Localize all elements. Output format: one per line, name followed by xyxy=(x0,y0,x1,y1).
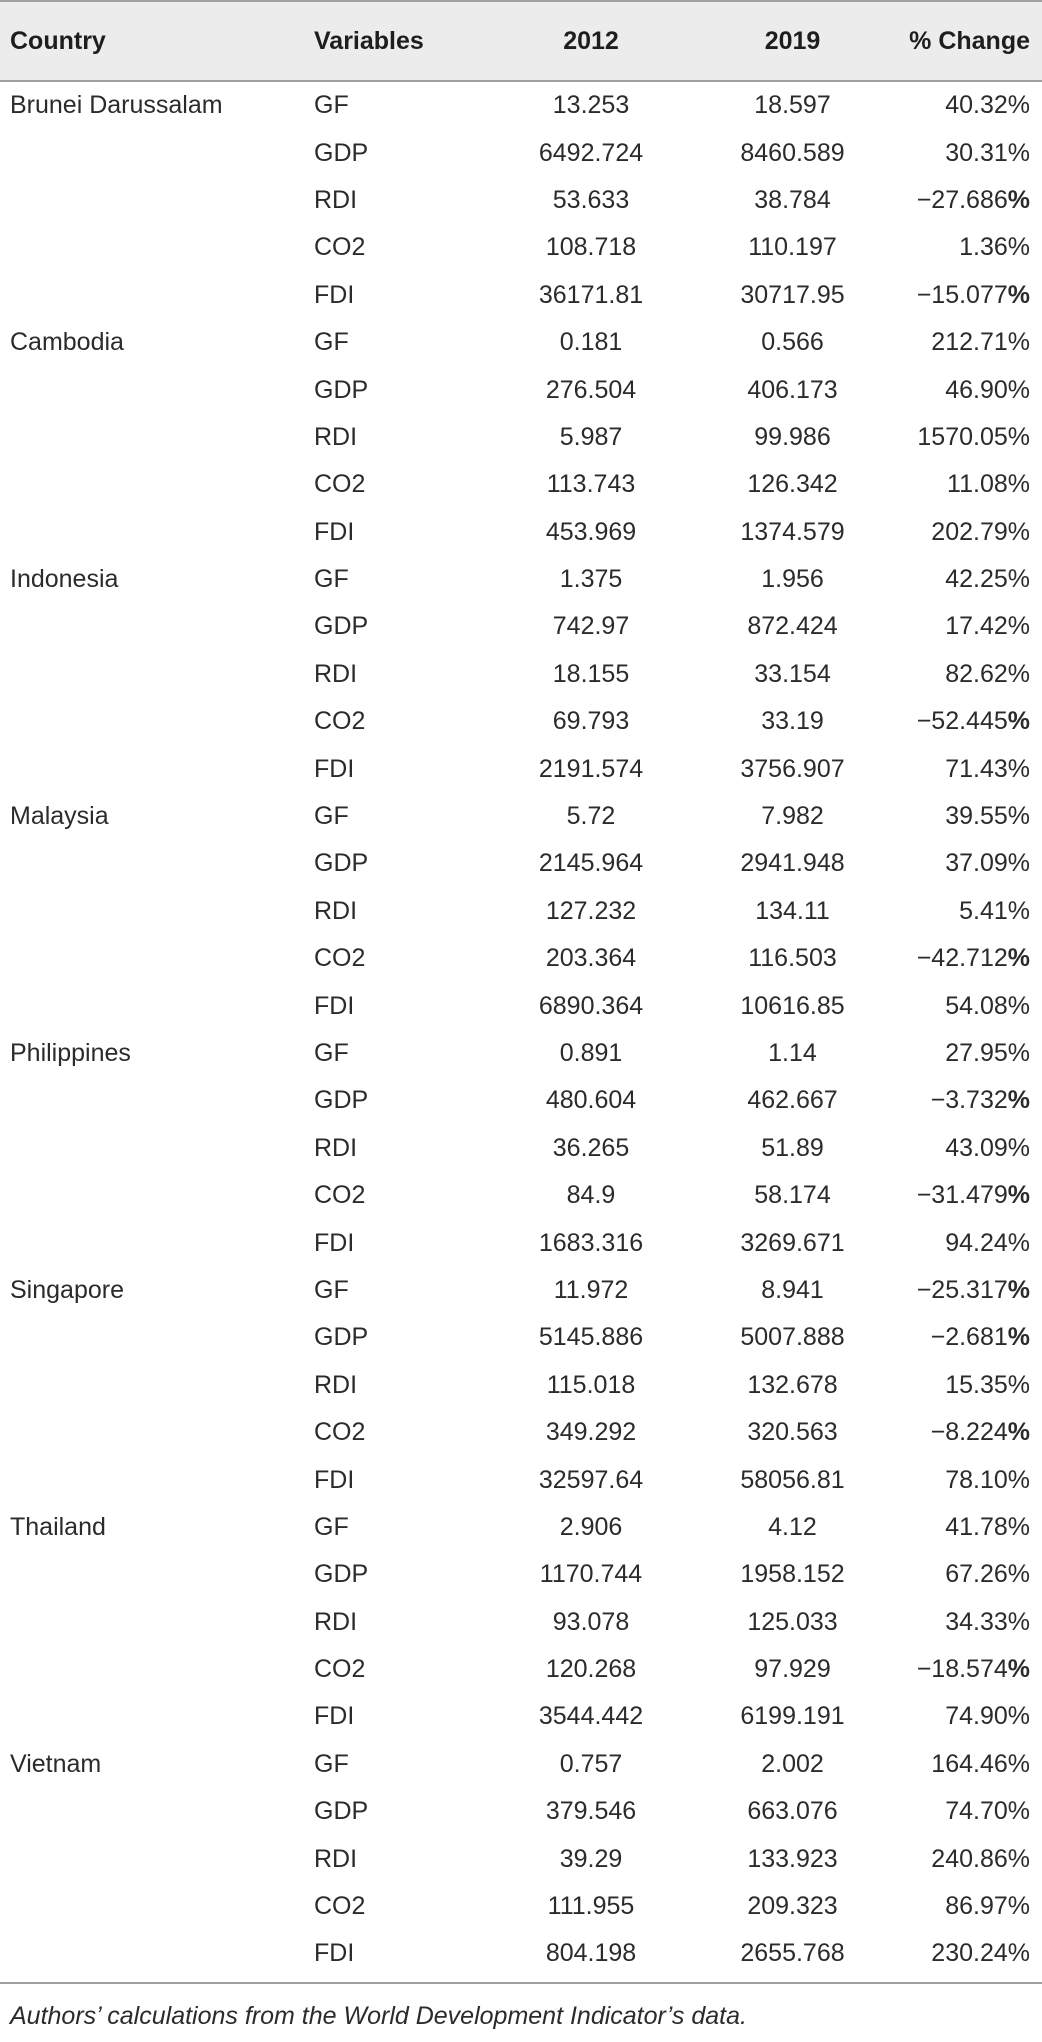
percent-sign: % xyxy=(1007,328,1030,357)
percent-sign: % xyxy=(1007,1892,1030,1921)
percent-change-value: 202.79 xyxy=(931,517,1008,546)
value-2019-cell: 110.197 xyxy=(748,233,837,262)
value-2019-cell: 99.986 xyxy=(754,422,831,451)
table-row xyxy=(0,1172,1042,1219)
country-cell: Thailand xyxy=(10,1512,106,1541)
table-body xyxy=(0,82,1042,1978)
percent-change-cell xyxy=(889,423,1042,452)
table-row xyxy=(0,366,1042,413)
value-2019-cell: 33.154 xyxy=(754,659,831,688)
percent-change-value: 5.41 xyxy=(959,896,1008,925)
value-2012-cell: 742.97 xyxy=(552,612,630,641)
percent-change-cell xyxy=(889,1797,1042,1826)
percent-change-value: −27.686 xyxy=(916,185,1008,214)
value-2012-cell: 276.504 xyxy=(545,375,637,404)
value-2019-cell: 4.12 xyxy=(768,1512,817,1541)
percent-sign: % xyxy=(1007,1323,1030,1352)
percent-sign: % xyxy=(1007,944,1030,973)
percent-change-value: −2.681 xyxy=(930,1323,1008,1352)
percent-change-cell xyxy=(889,376,1042,405)
percent-change-cell xyxy=(889,944,1042,973)
table-row xyxy=(0,509,1042,556)
percent-sign: % xyxy=(1007,233,1030,262)
table-row xyxy=(0,1835,1042,1882)
value-2019-cell: 406.173 xyxy=(747,375,838,404)
percent-sign: % xyxy=(1007,1939,1030,1968)
value-2012-cell: 1.375 xyxy=(559,565,623,594)
value-2012-cell: 32597.64 xyxy=(538,1465,644,1494)
percent-change-value: 78.10 xyxy=(945,1465,1008,1494)
variable-cell: FDI xyxy=(314,991,355,1020)
value-2019-cell: 2655.768 xyxy=(740,1939,845,1968)
percent-sign: % xyxy=(1007,1797,1030,1826)
percent-sign: % xyxy=(1007,991,1030,1020)
value-2019-cell: 1958.152 xyxy=(740,1560,845,1589)
value-2012-cell: 11.972 xyxy=(553,1275,629,1304)
variable-cell: GF xyxy=(314,802,349,831)
percent-sign: % xyxy=(1007,1370,1030,1399)
value-2012-cell: 1683.316 xyxy=(538,1228,644,1257)
percent-change-cell xyxy=(889,1750,1042,1779)
percent-change-cell xyxy=(889,1181,1042,1210)
percent-change-cell xyxy=(889,1702,1042,1731)
percent-change-cell xyxy=(889,470,1042,499)
value-2019-cell: 7.982 xyxy=(761,802,824,831)
percent-sign: % xyxy=(1007,754,1030,783)
value-2019-cell: 116.503 xyxy=(748,944,837,973)
value-2012-cell: 379.546 xyxy=(545,1797,637,1826)
variable-cell: GF xyxy=(314,565,349,594)
variable-cell: GF xyxy=(314,328,349,357)
percent-change-cell xyxy=(889,992,1042,1021)
percent-sign: % xyxy=(1007,422,1030,451)
percent-change-value: 46.90 xyxy=(945,375,1008,404)
value-2019-cell: 663.076 xyxy=(747,1797,838,1826)
percent-change-cell xyxy=(889,139,1042,168)
percent-change-value: −18.574 xyxy=(916,1655,1008,1684)
variable-cell: RDI xyxy=(314,896,358,925)
percent-sign: % xyxy=(1007,1039,1030,1067)
value-2012-cell: 115.018 xyxy=(546,1370,636,1399)
percent-sign: % xyxy=(1007,896,1030,925)
value-2012-cell: 453.969 xyxy=(545,517,637,546)
value-2012-cell: 36171.81 xyxy=(538,280,644,309)
variable-cell: CO2 xyxy=(314,233,366,262)
value-2019-cell: 209.323 xyxy=(747,1892,838,1921)
percent-sign: % xyxy=(1007,91,1030,120)
value-2012-cell: 84.9 xyxy=(566,1181,616,1210)
table-row xyxy=(0,319,1042,366)
variable-cell: GDP xyxy=(314,1560,369,1589)
percent-sign: % xyxy=(1007,612,1030,641)
table-row xyxy=(0,1077,1042,1124)
table-row xyxy=(0,935,1042,982)
percent-sign: % xyxy=(1007,565,1030,594)
table-row xyxy=(0,603,1042,650)
percent-sign: % xyxy=(1007,185,1030,214)
value-2012-cell: 0.181 xyxy=(559,328,623,357)
table-row xyxy=(0,1267,1042,1314)
value-2012-cell: 6492.724 xyxy=(538,138,644,167)
percent-change-cell xyxy=(889,91,1042,120)
value-2019-cell: 1.956 xyxy=(761,565,824,594)
value-2019-cell: 320.563 xyxy=(747,1418,838,1447)
variable-cell: RDI xyxy=(314,1370,358,1399)
percent-change-value: 40.32 xyxy=(945,91,1008,120)
percent-change-cell xyxy=(889,1276,1042,1305)
variable-cell: GF xyxy=(314,1039,349,1067)
percent-change-value: 230.24 xyxy=(931,1939,1008,1968)
variable-cell: CO2 xyxy=(314,1181,366,1210)
value-2012-cell: 2145.964 xyxy=(538,849,644,878)
percent-change-cell xyxy=(889,565,1042,594)
percent-sign: % xyxy=(1007,802,1030,831)
variable-cell: FDI xyxy=(314,517,355,546)
value-2012-cell: 108.718 xyxy=(545,233,637,262)
value-2012-cell: 2.906 xyxy=(559,1512,623,1541)
percent-change-value: −15.077 xyxy=(916,280,1008,309)
value-2019-cell: 8.941 xyxy=(761,1275,824,1304)
percent-change-value: 42.25 xyxy=(945,565,1008,594)
percent-change-value: 71.43 xyxy=(945,754,1008,783)
table-row xyxy=(0,177,1042,224)
percent-sign: % xyxy=(1007,375,1030,404)
percent-change-cell xyxy=(889,755,1042,784)
percent-sign: % xyxy=(1007,1275,1030,1304)
variable-cell: FDI xyxy=(314,754,355,783)
value-2012-cell: 5.987 xyxy=(559,422,623,451)
header-percent-change: % Change xyxy=(909,26,1030,55)
table-row xyxy=(0,556,1042,603)
percent-change-value: 240.86 xyxy=(931,1844,1008,1873)
value-2012-cell: 113.743 xyxy=(546,470,636,499)
percent-sign: % xyxy=(1007,1418,1030,1447)
percent-change-cell xyxy=(889,518,1042,547)
table-row xyxy=(0,1599,1042,1646)
percent-change-cell xyxy=(889,328,1042,357)
value-2019-cell: 51.89 xyxy=(761,1133,824,1162)
percent-sign: % xyxy=(1007,1749,1030,1778)
table-row xyxy=(0,1125,1042,1172)
value-2012-cell: 203.364 xyxy=(545,944,637,973)
value-2019-cell: 1.14 xyxy=(768,1039,817,1067)
table-bottom-rule xyxy=(0,1982,1042,1984)
percent-change-cell xyxy=(889,1892,1042,1921)
percent-sign: % xyxy=(1007,849,1030,878)
percent-sign: % xyxy=(1007,1560,1030,1589)
percent-sign: % xyxy=(1007,1702,1030,1731)
percent-sign: % xyxy=(1007,1181,1030,1210)
value-2012-cell: 5.72 xyxy=(566,802,616,831)
variable-cell: FDI xyxy=(314,1228,355,1257)
table-row xyxy=(0,1646,1042,1693)
percent-change-cell xyxy=(889,707,1042,736)
percent-change-value: 30.31 xyxy=(945,138,1008,167)
value-2019-cell: 33.19 xyxy=(761,707,824,736)
variable-cell: RDI xyxy=(314,1607,358,1636)
variable-cell: GF xyxy=(314,1275,349,1304)
percent-change-value: −8.224 xyxy=(930,1418,1008,1447)
percent-change-cell xyxy=(889,849,1042,878)
variable-cell: RDI xyxy=(314,1133,358,1162)
percent-change-cell xyxy=(889,1371,1042,1400)
variable-cell: GDP xyxy=(314,138,369,167)
table-row xyxy=(0,1219,1042,1266)
percent-change-value: 11.08 xyxy=(947,470,1008,499)
value-2019-cell: 2.002 xyxy=(761,1749,824,1778)
percent-change-cell xyxy=(889,1608,1042,1637)
variable-cell: RDI xyxy=(314,1844,358,1873)
percent-change-cell xyxy=(889,1513,1042,1542)
value-2012-cell: 18.155 xyxy=(552,659,630,688)
value-2012-cell: 0.891 xyxy=(559,1039,623,1067)
percent-change-value: 1570.05 xyxy=(917,422,1008,451)
table-row xyxy=(0,1741,1042,1788)
percent-change-value: 41.78 xyxy=(945,1512,1008,1541)
country-cell: Philippines xyxy=(10,1039,131,1067)
variable-cell: GDP xyxy=(314,612,369,641)
table-row xyxy=(0,461,1042,508)
value-2012-cell: 69.793 xyxy=(552,707,630,736)
value-2019-cell: 1374.579 xyxy=(740,517,845,546)
table-row xyxy=(0,745,1042,792)
percent-change-cell xyxy=(889,1845,1042,1874)
percent-change-value: 82.62 xyxy=(945,659,1008,688)
percent-change-value: 37.09 xyxy=(945,849,1008,878)
value-2019-cell: 58.174 xyxy=(754,1181,831,1210)
variable-cell: GDP xyxy=(314,1086,369,1115)
value-2019-cell: 134.11 xyxy=(755,896,830,925)
table-row xyxy=(0,1409,1042,1456)
country-cell: Singapore xyxy=(10,1275,124,1304)
variable-cell: CO2 xyxy=(314,944,366,973)
percent-change-cell xyxy=(889,186,1042,215)
value-2019-cell: 462.667 xyxy=(747,1086,838,1115)
value-2012-cell: 127.232 xyxy=(545,896,637,925)
table-row xyxy=(0,272,1042,319)
percent-sign: % xyxy=(1007,1512,1030,1541)
percent-sign: % xyxy=(1007,1607,1030,1636)
percent-change-cell xyxy=(889,1418,1042,1447)
table-row xyxy=(0,982,1042,1029)
value-2019-cell: 3756.907 xyxy=(740,754,845,783)
percent-sign: % xyxy=(1007,1086,1030,1115)
value-2012-cell: 349.292 xyxy=(545,1418,637,1447)
variable-cell: GDP xyxy=(314,1797,369,1826)
percent-change-value: −3.732 xyxy=(930,1086,1008,1115)
percent-change-cell xyxy=(889,1229,1042,1258)
country-cell: Malaysia xyxy=(10,802,109,831)
percent-change-value: 164.46 xyxy=(931,1749,1008,1778)
value-2019-cell: 0.566 xyxy=(761,328,824,357)
value-2019-cell: 125.033 xyxy=(747,1607,838,1636)
country-cell: Cambodia xyxy=(10,328,124,357)
value-2012-cell: 6890.364 xyxy=(538,991,644,1020)
table-row xyxy=(0,651,1042,698)
table-row xyxy=(0,888,1042,935)
value-2012-cell: 5145.886 xyxy=(538,1323,644,1352)
table-footnote: Authors’ calculations from the World Development Indicator’s data. xyxy=(10,2001,747,2030)
variable-cell: RDI xyxy=(314,659,358,688)
percent-sign: % xyxy=(1007,138,1030,167)
header-2012: 2012 xyxy=(563,26,619,55)
value-2012-cell: 36.265 xyxy=(552,1133,630,1162)
table-row xyxy=(0,1362,1042,1409)
percent-change-value: 15.35 xyxy=(945,1370,1008,1399)
variable-cell: CO2 xyxy=(314,1655,366,1684)
percent-change-cell xyxy=(889,1323,1042,1352)
value-2019-cell: 133.923 xyxy=(747,1844,838,1873)
variable-cell: RDI xyxy=(314,422,358,451)
value-2019-cell: 38.784 xyxy=(754,185,831,214)
table-row xyxy=(0,1030,1042,1077)
header-2019: 2019 xyxy=(764,26,821,55)
variable-cell: GDP xyxy=(314,375,369,404)
percent-change-value: 86.97 xyxy=(945,1892,1008,1921)
table-row xyxy=(0,1504,1042,1551)
value-2019-cell: 18.597 xyxy=(754,91,831,120)
percent-sign: % xyxy=(1007,659,1030,688)
value-2019-cell: 97.929 xyxy=(754,1655,831,1684)
value-2012-cell: 13.253 xyxy=(552,91,630,120)
table-row xyxy=(0,1456,1042,1503)
percent-change-cell xyxy=(889,1939,1042,1968)
percent-change-value: −31.479 xyxy=(916,1181,1008,1210)
percent-change-cell xyxy=(889,1466,1042,1495)
percent-change-value: −25.317 xyxy=(916,1275,1008,1304)
percent-change-cell xyxy=(889,1134,1042,1163)
percent-change-value: 94.24 xyxy=(945,1228,1008,1257)
value-2019-cell: 10616.85 xyxy=(740,991,845,1020)
percent-change-cell xyxy=(889,802,1042,831)
value-2019-cell: 126.342 xyxy=(747,470,838,499)
percent-change-cell xyxy=(889,281,1042,310)
value-2012-cell: 93.078 xyxy=(552,1607,630,1636)
percent-change-cell xyxy=(889,897,1042,926)
variable-cell: CO2 xyxy=(314,1892,366,1921)
percent-sign: % xyxy=(1007,707,1030,736)
percent-sign: % xyxy=(1007,1228,1030,1257)
percent-change-value: 67.26 xyxy=(945,1560,1008,1589)
percent-change-value: 27.95 xyxy=(945,1039,1008,1067)
country-cell: Indonesia xyxy=(10,565,119,594)
table-row xyxy=(0,698,1042,745)
percent-sign: % xyxy=(1007,517,1030,546)
value-2019-cell: 6199.191 xyxy=(740,1702,845,1731)
percent-sign: % xyxy=(1007,280,1030,309)
variable-cell: GF xyxy=(314,1749,349,1778)
value-2019-cell: 2941.948 xyxy=(740,849,845,878)
table-row xyxy=(0,1693,1042,1740)
table-row xyxy=(0,414,1042,461)
variable-cell: GDP xyxy=(314,1323,369,1352)
percent-sign: % xyxy=(1007,1655,1030,1684)
header-variables: Variables xyxy=(314,26,424,55)
percent-sign: % xyxy=(1007,1465,1030,1494)
value-2019-cell: 3269.671 xyxy=(740,1228,845,1257)
percent-change-value: 43.09 xyxy=(945,1133,1008,1162)
variable-cell: CO2 xyxy=(314,1418,366,1447)
country-cell: Brunei Darussalam xyxy=(10,91,223,120)
value-2012-cell: 2191.574 xyxy=(538,754,644,783)
percent-sign: % xyxy=(1007,1133,1030,1162)
table-row xyxy=(0,224,1042,271)
variable-cell: FDI xyxy=(314,1465,355,1494)
percent-change-value: 54.08 xyxy=(945,991,1008,1020)
percent-change-cell xyxy=(889,1086,1042,1115)
table-row xyxy=(0,1883,1042,1930)
table-row xyxy=(0,82,1042,129)
value-2012-cell: 804.198 xyxy=(545,1939,637,1968)
table-row xyxy=(0,1788,1042,1835)
value-2012-cell: 120.268 xyxy=(545,1655,637,1684)
variable-cell: FDI xyxy=(314,1702,355,1731)
header-country: Country xyxy=(10,26,106,55)
variable-cell: GF xyxy=(314,1512,349,1541)
value-2019-cell: 58056.81 xyxy=(740,1465,845,1494)
value-2019-cell: 872.424 xyxy=(747,612,838,641)
percent-change-value: 212.71 xyxy=(931,328,1008,357)
variable-cell: GF xyxy=(314,91,349,120)
percent-change-cell xyxy=(889,660,1042,689)
percent-change-cell xyxy=(889,233,1042,262)
value-2019-cell: 5007.888 xyxy=(740,1323,845,1352)
variable-cell: RDI xyxy=(314,185,358,214)
value-2012-cell: 1170.744 xyxy=(539,1560,643,1589)
percent-change-value: 1.36 xyxy=(959,233,1008,262)
percent-change-cell xyxy=(889,1655,1042,1684)
percent-change-cell xyxy=(889,1560,1042,1589)
percent-change-value: 74.70 xyxy=(945,1797,1008,1826)
percent-change-value: 34.33 xyxy=(945,1607,1008,1636)
variable-cell: CO2 xyxy=(314,470,366,499)
table-row xyxy=(0,840,1042,887)
table-header-row xyxy=(0,0,1042,82)
percent-change-cell xyxy=(889,612,1042,641)
percent-change-value: −42.712 xyxy=(916,944,1008,973)
value-2019-cell: 8460.589 xyxy=(740,138,845,167)
value-2012-cell: 53.633 xyxy=(552,185,630,214)
percent-change-value: 74.90 xyxy=(945,1702,1008,1731)
table-row xyxy=(0,129,1042,176)
percent-change-value: −52.445 xyxy=(916,707,1008,736)
value-2012-cell: 111.955 xyxy=(547,1892,635,1921)
table-row xyxy=(0,1314,1042,1361)
percent-sign: % xyxy=(1007,1844,1030,1873)
value-2019-cell: 30717.95 xyxy=(740,280,845,309)
percent-sign: % xyxy=(1007,470,1030,499)
table-row xyxy=(0,1551,1042,1598)
value-2012-cell: 3544.442 xyxy=(538,1702,644,1731)
percent-change-cell xyxy=(889,1039,1042,1068)
value-2012-cell: 480.604 xyxy=(545,1086,637,1115)
country-cell: Vietnam xyxy=(10,1749,102,1778)
value-2019-cell: 132.678 xyxy=(747,1370,838,1399)
variable-cell: FDI xyxy=(314,1939,355,1968)
percent-change-value: 17.42 xyxy=(945,612,1008,641)
variable-cell: GDP xyxy=(314,849,369,878)
variable-cell: FDI xyxy=(314,280,355,309)
value-2012-cell: 0.757 xyxy=(559,1749,623,1778)
table-row xyxy=(0,1930,1042,1977)
table-row xyxy=(0,793,1042,840)
percent-change-value: 39.55 xyxy=(945,802,1008,831)
value-2012-cell: 39.29 xyxy=(559,1844,623,1873)
variable-cell: CO2 xyxy=(314,707,366,736)
